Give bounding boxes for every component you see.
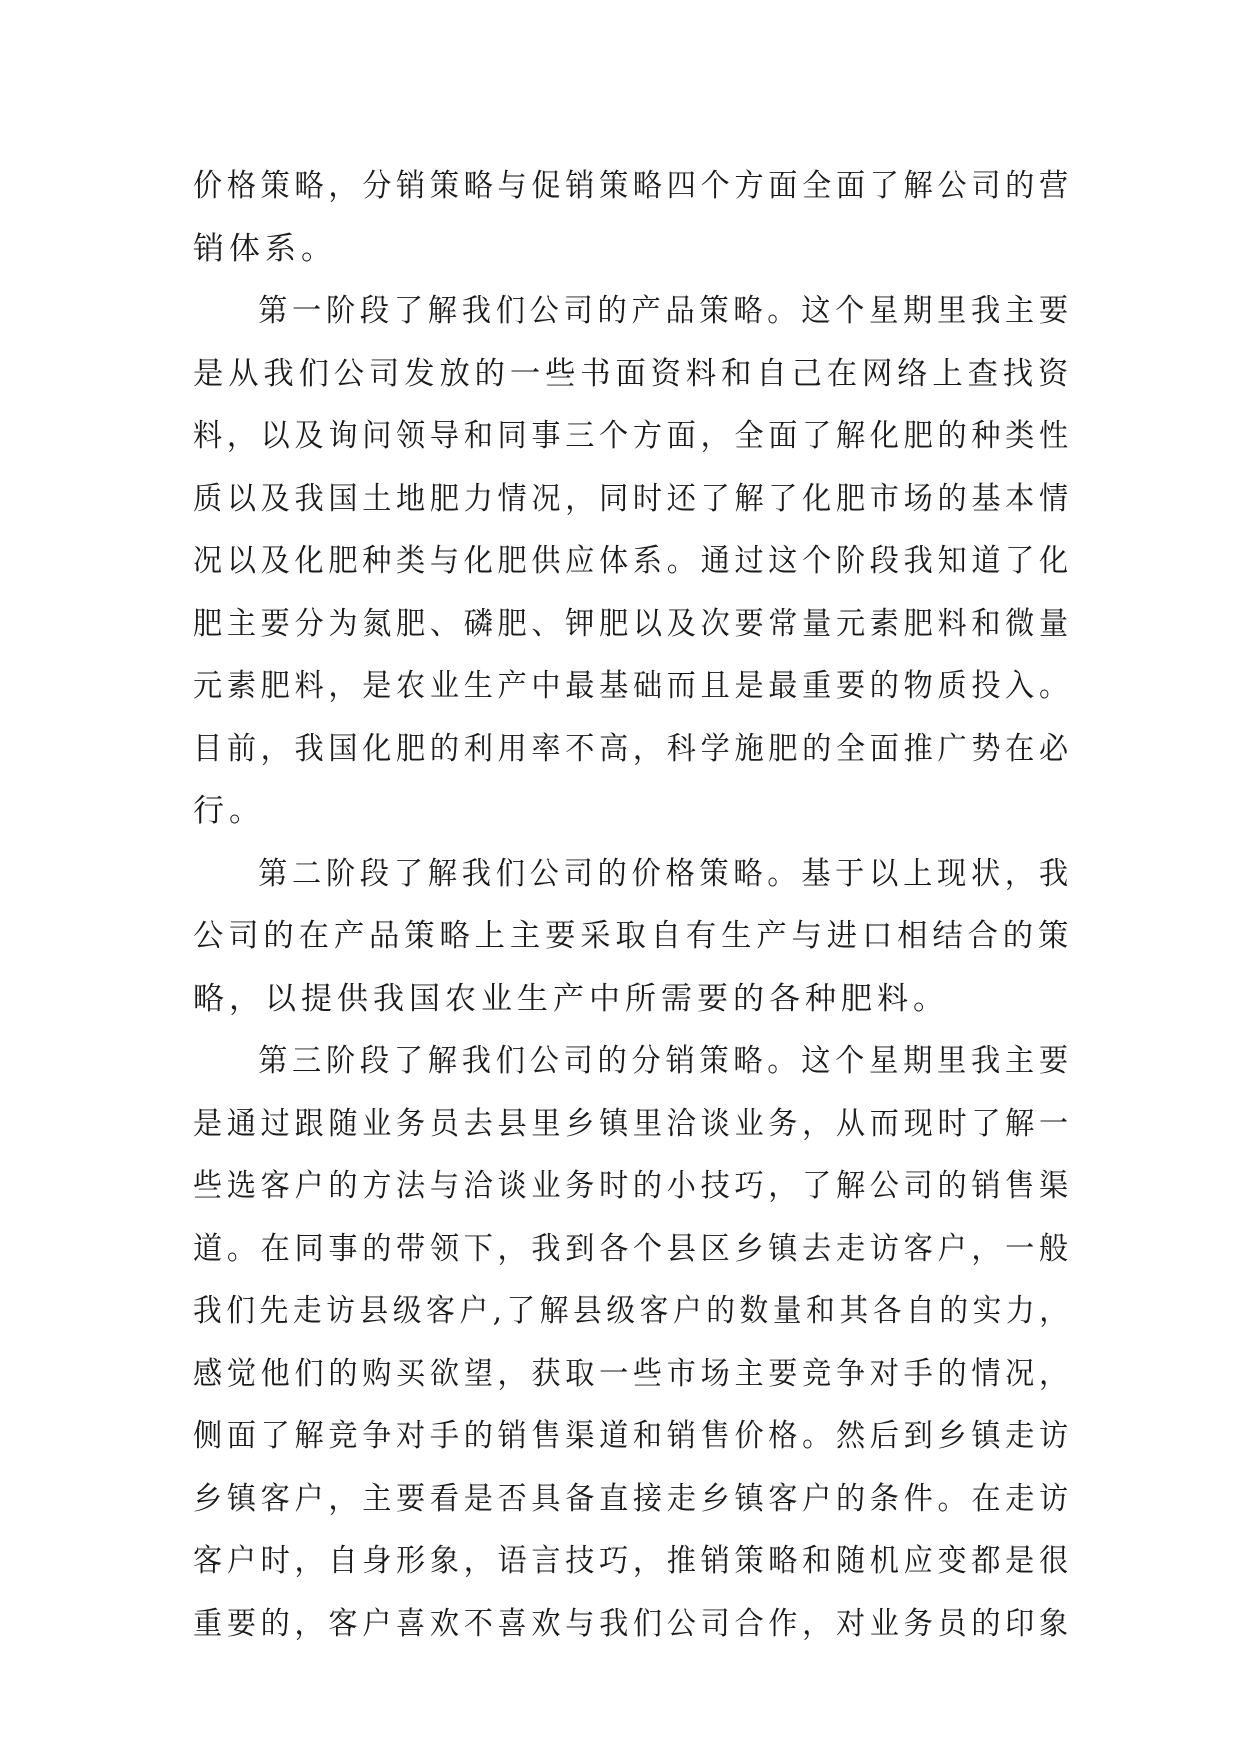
text-line: 况以及化肥种类与化肥供应体系。通过这个阶段我知道了化 xyxy=(193,543,1073,579)
text-line: 行。 xyxy=(193,793,265,829)
text-line: 目前，我国化肥的利用率不高，科学施肥的全面推广势在必 xyxy=(193,730,1073,767)
text-line: 是通过跟随业务员去县里乡镇里洽谈业务，从而现时了解一 xyxy=(193,1105,1073,1142)
body-text xyxy=(193,155,1073,1655)
paragraph-start-line: 第一阶段了解我们公司的产品策略。这个星期里我主要 xyxy=(258,293,1073,329)
text-line: 销体系。 xyxy=(193,230,337,267)
text-line: 元素肥料，是农业生产中最基础而且是最重要的物质投入。 xyxy=(193,668,1073,704)
text-line: 感觉他们的购买欲望，获取一些市场主要竞争对手的情况， xyxy=(193,1355,1073,1392)
text-line: 道。在同事的带领下，我到各个县区乡镇去走访客户，一般 xyxy=(193,1230,1073,1267)
text-line: 重要的，客户喜欢不喜欢与我们公司合作，对业务员的印象 xyxy=(193,1605,1073,1642)
text-line: 是从我们公司发放的一些书面资料和自己在网络上查找资 xyxy=(193,355,1074,392)
text-line: 肥主要分为氮肥、磷肥、钾肥以及次要常量元素肥料和微量 xyxy=(193,605,1073,642)
text-line: 料，以及询问领导和同事三个方面，全面了解化肥的种类性 xyxy=(193,418,1073,454)
paragraph-start-line: 第二阶段了解我们公司的价格策略。基于以上现状，我 xyxy=(258,855,1073,892)
text-line: 侧面了解竞争对手的销售渠道和销售价格。然后到乡镇走访 xyxy=(193,1418,1073,1454)
paragraph-start-line: 第三阶段了解我们公司的分销策略。这个星期里我主要 xyxy=(258,1043,1073,1079)
text-line: 公司的在产品策略上主要采取自有生产与进口相结合的策 xyxy=(193,918,1074,954)
text-line: 质以及我国土地肥力情况，同时还了解了化肥市场的基本情 xyxy=(193,480,1073,517)
text-line: 价格策略，分销策略与促销策略四个方面全面了解公司的营 xyxy=(193,168,1073,204)
text-line: 些选客户的方法与洽谈业务时的小技巧，了解公司的销售渠 xyxy=(193,1168,1073,1204)
text-line: 我们先走访县级客户,了解县级客户的数量和其各自的实力， xyxy=(193,1293,1073,1329)
text-line: 乡镇客户，主要看是否具备直接走乡镇客户的条件。在走访 xyxy=(193,1480,1073,1517)
text-line: 略，以提供我国农业生产中所需要的各种肥料。 xyxy=(193,980,949,1017)
text-line: 客户时，自身形象，语言技巧，推销策略和随机应变都是很 xyxy=(193,1543,1073,1579)
